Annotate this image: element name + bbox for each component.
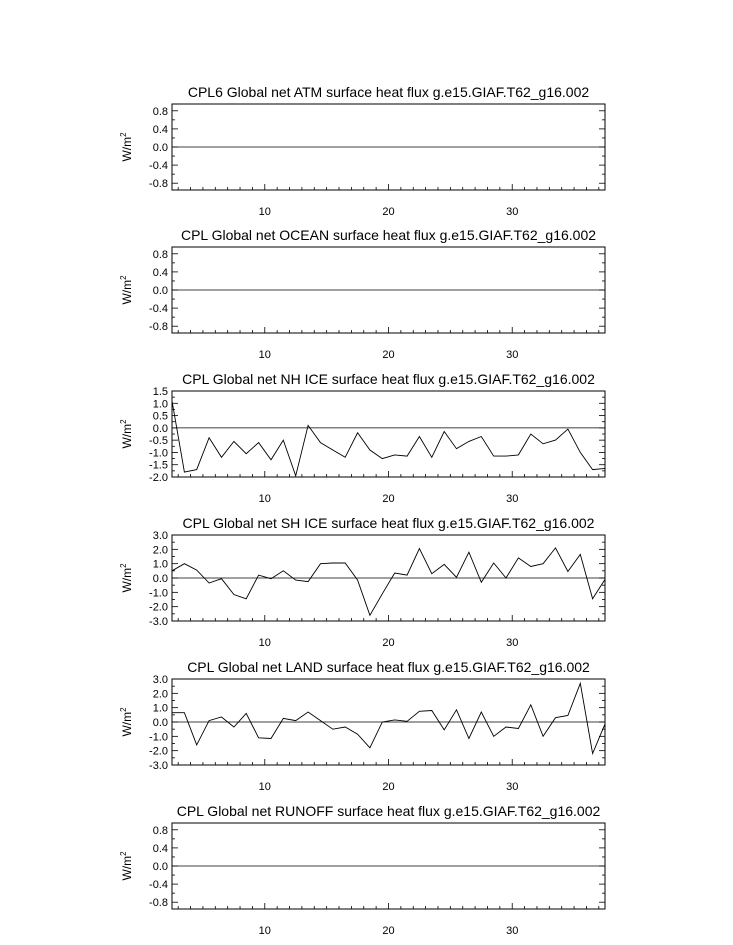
x-tick-label: 30 — [506, 637, 519, 649]
x-tick-label: 20 — [382, 493, 395, 505]
panel-title: CPL Global net SH ICE surface heat flux g.e15.GIAF.T62_g16.002 — [182, 515, 595, 531]
panel-title: CPL Global net OCEAN surface heat flux g.e15.GIAF.T62_g16.002 — [180, 227, 597, 243]
panel-2 — [119, 227, 605, 361]
y-tick-label: 0.0 — [152, 422, 168, 435]
y-tick-label: 1.5 — [152, 386, 168, 398]
panel-4 — [119, 515, 605, 649]
x-tick-label: 10 — [258, 925, 271, 937]
y-tick-label: 0.0 — [152, 573, 168, 585]
x-tick-label: 30 — [506, 925, 519, 937]
x-tick-label: 20 — [382, 637, 395, 649]
x-tick-label: 10 — [258, 637, 271, 649]
y-axis-label — [119, 563, 134, 593]
panel-6 — [119, 803, 605, 937]
y-tick-label: 0.8 — [152, 105, 168, 118]
y-axis-label — [119, 707, 134, 737]
panel-3 — [119, 371, 605, 505]
x-tick-label: 30 — [506, 349, 519, 361]
y-tick-label: -1.0 — [149, 447, 168, 460]
y-axis-label — [119, 419, 134, 449]
panel-5 — [119, 659, 605, 793]
y-tick-label: 0.8 — [152, 248, 168, 261]
y-tick-label: 1.0 — [152, 398, 168, 411]
y-axis-label-base: W/m — [120, 279, 134, 305]
x-tick-label: 20 — [382, 925, 395, 937]
y-tick-label: -3.0 — [149, 760, 168, 772]
x-tick-label: 10 — [258, 493, 271, 505]
panel-title: CPL Global net NH ICE surface heat flux g.e15.GIAF.T62_g16.002 — [182, 371, 595, 387]
x-tick-label: 20 — [382, 781, 395, 793]
y-axis-label-superscript: 2 — [119, 275, 128, 280]
x-tick-label: 30 — [506, 206, 519, 218]
y-tick-label: -2.0 — [149, 472, 168, 484]
series-line-nh-ice — [172, 401, 605, 476]
y-tick-label: 3.0 — [152, 674, 168, 686]
y-tick-label: 0.4 — [152, 123, 168, 136]
x-tick-label: 20 — [382, 206, 395, 218]
y-tick-label: 0.0 — [152, 717, 168, 729]
y-tick-label: -0.8 — [149, 897, 168, 910]
panel-title: CPL Global net RUNOFF surface heat flux g.e15.GIAF.T62_g16.002 — [176, 803, 601, 819]
y-axis-label-base: W/m — [120, 567, 134, 593]
x-tick-label: 30 — [506, 493, 519, 505]
y-axis-label-superscript: 2 — [119, 563, 128, 568]
y-tick-label: -1.5 — [149, 459, 168, 472]
y-axis-label-superscript: 2 — [119, 851, 128, 856]
y-axis-label-base: W/m — [120, 711, 134, 737]
y-tick-label: -2.0 — [149, 601, 168, 614]
y-tick-label: 1.0 — [152, 558, 168, 571]
y-axis-label-superscript: 2 — [119, 419, 128, 424]
series-line-land — [172, 683, 605, 753]
y-tick-label: 0.4 — [152, 266, 168, 279]
y-tick-label: 0.0 — [152, 861, 168, 873]
x-tick-label: 10 — [258, 206, 271, 218]
y-tick-label: 0.0 — [152, 285, 168, 297]
x-tick-label: 10 — [258, 781, 271, 793]
series-line-sh-ice — [172, 548, 605, 615]
x-tick-label: 10 — [258, 349, 271, 361]
y-tick-label: -0.8 — [149, 178, 168, 191]
y-tick-label: -0.4 — [149, 160, 168, 173]
y-tick-label: -0.4 — [149, 303, 168, 316]
y-tick-label: 0.5 — [152, 410, 168, 423]
y-tick-label: 2.0 — [152, 688, 168, 701]
y-axis-label-superscript: 2 — [119, 132, 128, 137]
x-tick-label: 30 — [506, 781, 519, 793]
y-axis-label-base: W/m — [120, 423, 134, 449]
y-tick-label: 0.4 — [152, 842, 168, 855]
plot-frame — [172, 391, 605, 477]
y-axis-label — [119, 132, 134, 162]
y-tick-label: 0.8 — [152, 824, 168, 837]
y-tick-label: -0.4 — [149, 879, 168, 892]
x-tick-label: 20 — [382, 349, 395, 361]
y-axis-label-superscript: 2 — [119, 707, 128, 712]
y-tick-label: -1.0 — [149, 731, 168, 744]
panel-1 — [119, 84, 605, 218]
y-tick-label: -1.0 — [149, 587, 168, 600]
y-tick-label: 3.0 — [152, 530, 168, 542]
y-tick-label: -0.8 — [149, 321, 168, 334]
y-tick-label: 1.0 — [152, 702, 168, 715]
y-axis-label — [119, 851, 134, 881]
y-tick-label: -3.0 — [149, 616, 168, 628]
y-tick-label: 0.0 — [152, 142, 168, 154]
panel-title: CPL Global net LAND surface heat flux g.e15.GIAF.T62_g16.002 — [187, 659, 590, 675]
y-axis-label — [119, 275, 134, 305]
panel-title: CPL6 Global net ATM surface heat flux g.e15.GIAF.T62_g16.002 — [187, 84, 590, 100]
y-axis-label-base: W/m — [120, 855, 134, 881]
y-tick-label: -0.5 — [149, 435, 168, 448]
y-axis-label-base: W/m — [120, 136, 134, 162]
y-tick-label: 2.0 — [152, 544, 168, 557]
y-tick-label: -2.0 — [149, 745, 168, 758]
